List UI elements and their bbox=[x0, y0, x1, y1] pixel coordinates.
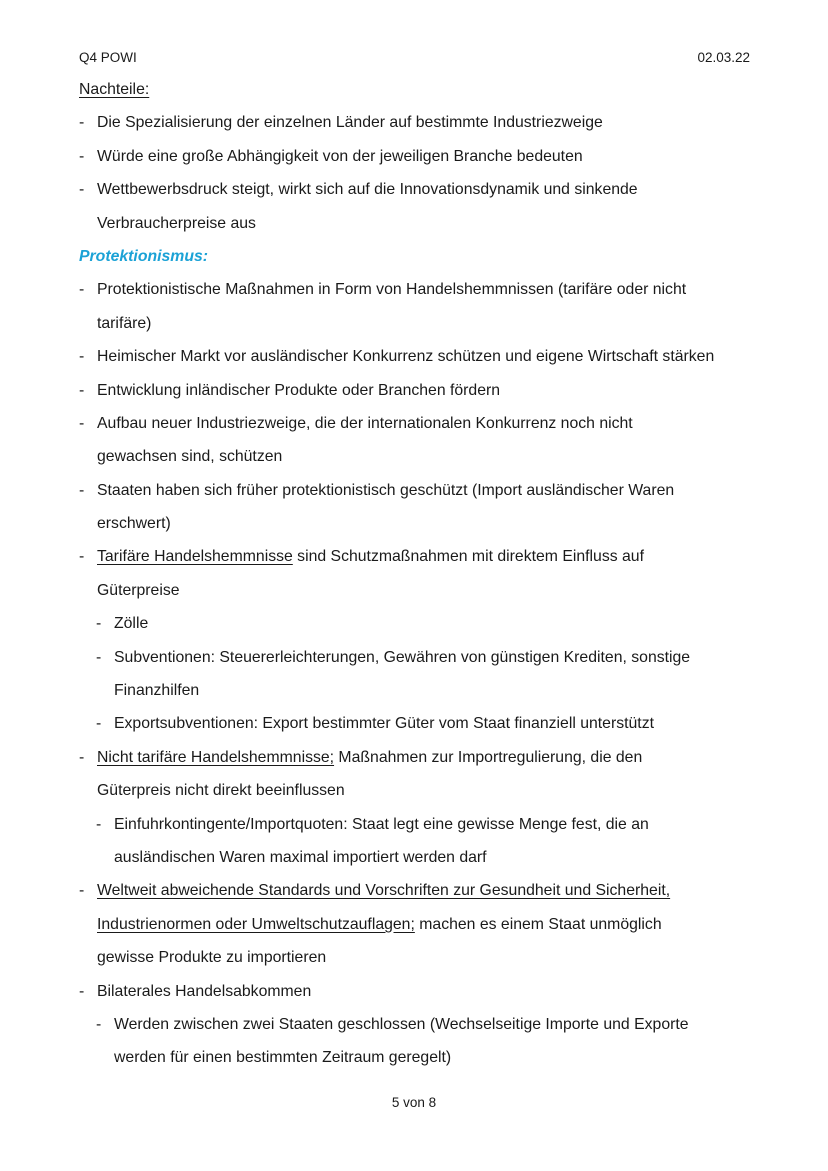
list-item: - Aufbau neuer Industriezweige, die der internationalen Konkurrenz noch nicht bbox=[79, 407, 759, 440]
document-body bbox=[79, 73, 759, 1075]
dash-bullet: - bbox=[96, 615, 102, 633]
dash-bullet: - bbox=[79, 882, 85, 900]
list-item: - Die Spezialisierung der einzelnen Länder auf bestimmte Industriezweige bbox=[79, 106, 759, 139]
dash-bullet: - bbox=[96, 815, 102, 833]
header-course: Q4 POWI bbox=[79, 50, 137, 65]
dash-bullet: - bbox=[79, 748, 85, 766]
dash-bullet: - bbox=[79, 181, 85, 199]
list-item: - Staaten haben sich früher protektionistisch geschützt (Import ausländischer Waren bbox=[79, 474, 759, 507]
list-item-continuation: gewisse Produkte zu importieren bbox=[97, 949, 327, 967]
list-item-continuation: Güterpreis nicht direkt beeinflussen bbox=[97, 782, 345, 800]
underlined-term: Weltweit abweichende Standards und Vorschriften zur Gesundheit und Sicherheit, bbox=[97, 882, 671, 900]
header-date: 02.03.22 bbox=[697, 50, 750, 65]
sub-list-item-continuation: werden für einen bestimmten Zeitraum geregelt) bbox=[114, 1049, 452, 1067]
list-item: - Wettbewerbsdruck steigt, wirkt sich auf die Innovationsdynamik und sinkende bbox=[79, 173, 759, 206]
sub-list-item-continuation: Finanzhilfen bbox=[114, 682, 200, 700]
sub-list-item: - Einfuhrkontingente/Importquoten: Staat legt eine gewisse Menge fest, die an bbox=[79, 808, 759, 841]
dash-bullet: - bbox=[79, 114, 85, 132]
underlined-term: Tarifäre Handelshemmnisse bbox=[97, 548, 293, 566]
list-item-continuation: Industrienormen oder Umweltschutzauflagen; machen es einem Staat unmöglich bbox=[97, 915, 662, 933]
dash-bullet: - bbox=[79, 414, 85, 432]
sub-list-item: - Exportsubventionen: Export bestimmter Güter vom Staat finanziell unterstützt bbox=[79, 707, 759, 740]
list-item: - Heimischer Markt vor ausländischer Konkurrenz schützen und eigene Wirtschaft stärken bbox=[79, 340, 759, 373]
dash-bullet: - bbox=[79, 548, 85, 566]
sub-list-item: - Werden zwischen zwei Staaten geschlossen (Wechselseitige Importe und Exporte bbox=[79, 1008, 759, 1041]
page-number: 5 von 8 bbox=[391, 1095, 437, 1110]
sub-list-item: - Subventionen: Steuererleichterungen, Gewähren von günstigen Krediten, sonstige bbox=[79, 641, 759, 674]
dash-bullet: - bbox=[79, 281, 85, 299]
dash-bullet: - bbox=[79, 348, 85, 366]
list-item-continuation: gewachsen sind, schützen bbox=[97, 448, 283, 466]
list-item: - Entwicklung inländischer Produkte oder Branchen fördern bbox=[79, 374, 759, 407]
list-item-bilateral: - Bilaterales Handelsabkommen bbox=[79, 975, 759, 1008]
list-item: - Protektionistische Maßnahmen in Form von Handelshemmnissen (tarifäre oder nicht bbox=[79, 273, 759, 306]
underlined-term: Nicht tarifäre Handelshemmnisse; bbox=[97, 748, 335, 766]
dash-bullet: - bbox=[79, 481, 85, 499]
sub-list-item: - Zölle bbox=[79, 607, 759, 640]
dash-bullet: - bbox=[79, 982, 85, 1000]
dash-bullet: - bbox=[96, 715, 102, 733]
underlined-term: Industrienormen oder Umweltschutzauflagen; bbox=[97, 915, 415, 933]
dash-bullet: - bbox=[96, 648, 102, 666]
dash-bullet: - bbox=[96, 1015, 102, 1033]
list-item-continuation: Güterpreise bbox=[97, 581, 180, 599]
list-item-continuation: erschwert) bbox=[97, 515, 171, 533]
heading-protektionismus: Protektionismus: bbox=[79, 247, 209, 265]
list-item-continuation: tarifäre) bbox=[97, 314, 152, 332]
heading-nachteile: Nachteile: bbox=[79, 81, 150, 98]
list-item-nicht-tarifaere: - Nicht tarifäre Handelshemmnisse; Maßnahmen zur Importregulierung, die den bbox=[79, 741, 759, 774]
sub-list-item-continuation: ausländischen Waren maximal importiert werden darf bbox=[114, 848, 487, 866]
list-item: - Würde eine große Abhängigkeit von der jeweiligen Branche bedeuten bbox=[79, 140, 759, 173]
list-item-continuation: Verbraucherpreise aus bbox=[97, 214, 256, 232]
list-item-standards bbox=[79, 874, 759, 907]
list-item-tarifaere: - Tarifäre Handelshemmnisse sind Schutzmaßnahmen mit direktem Einfluss auf bbox=[79, 540, 759, 573]
dash-bullet: - bbox=[79, 147, 85, 165]
dash-bullet: - bbox=[79, 381, 85, 399]
